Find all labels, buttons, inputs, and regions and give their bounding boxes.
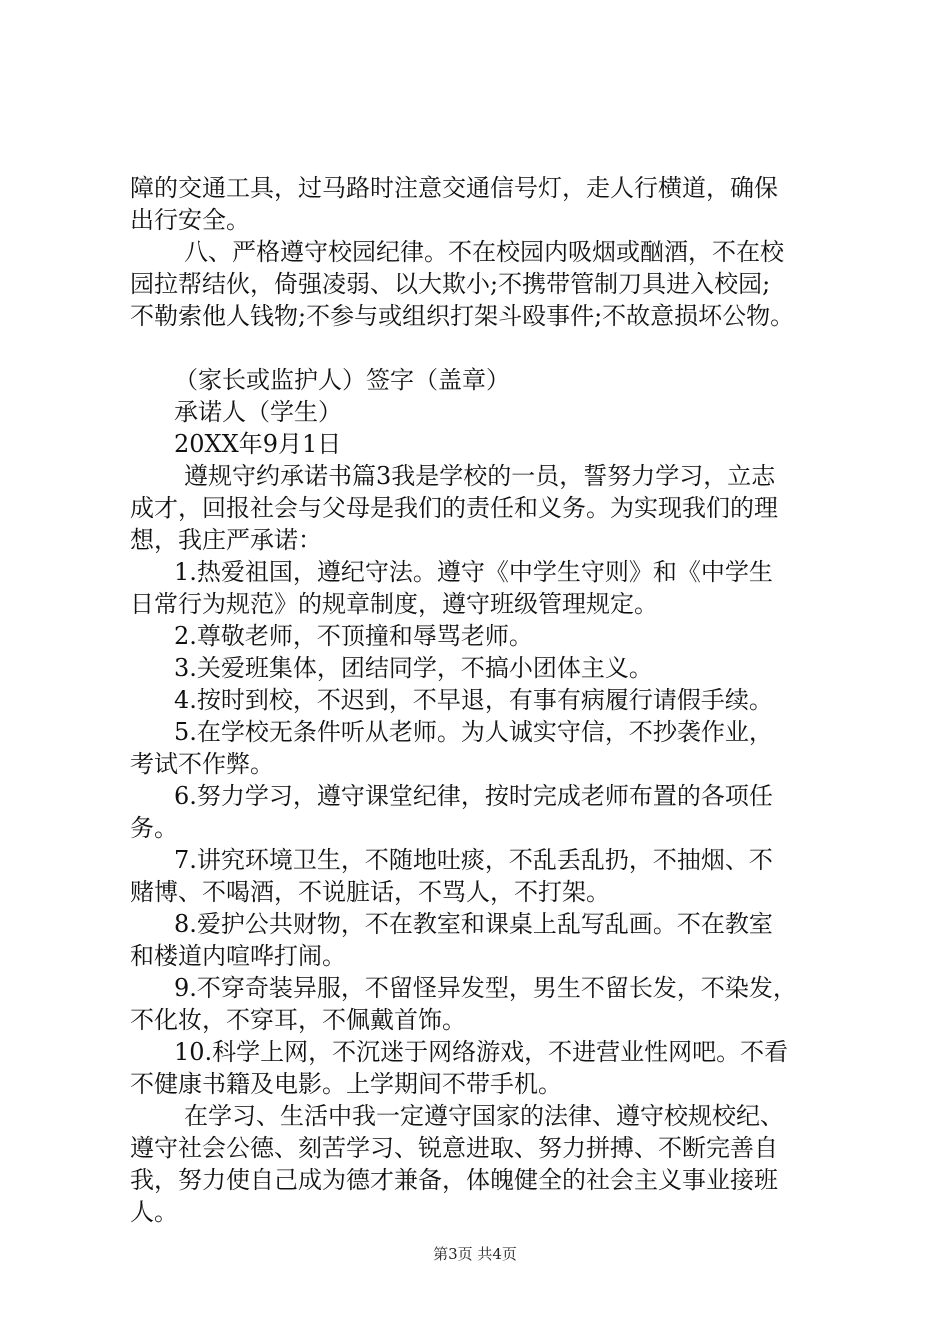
paragraph-intro (130, 460, 830, 556)
signature-block (130, 364, 830, 460)
pledge-item-3 (130, 652, 830, 684)
text-line: 不化妆，不穿耳，不佩戴首饰。 (130, 1006, 466, 1034)
text-line: 在学习、生活中我一定遵守国家的法律、遵守校规校纪、 (184, 1102, 784, 1130)
text-line: 7.讲究环境卫生，不随地吐痰，不乱丢乱扔，不抽烟、不 (174, 846, 773, 874)
text-line: 9.不穿奇装异服，不留怪异发型，男生不留长发，不染发， (174, 974, 797, 1002)
text-line: 障的交通工具，过马路时注意交通信号灯，走人行横道，确保 (130, 174, 778, 202)
text-line: 4.按时到校，不迟到，不早退，有事有病履行请假手续。 (174, 686, 773, 714)
text-line: 赌博、不喝酒，不说脏话，不骂人，不打架。 (130, 878, 610, 906)
pledge-item-6 (130, 780, 830, 844)
text-line: 想，我庄严承诺： (130, 526, 322, 554)
text-line: 园拉帮结伙，倚强凌弱、以大欺小;不携带管制刀具进入校园; (130, 270, 771, 298)
text-line: 5.在学校无条件听从老师。为人诚实守信，不抄袭作业， (174, 718, 773, 746)
text-line: 出行安全。 (130, 206, 250, 234)
pledge-item-1 (130, 556, 830, 620)
parent-signature-line: （家长或监护人）签字（盖章） (174, 366, 510, 394)
text-line: 遵规守约承诺书篇3我是学校的一员，誓努力学习，立志 (184, 462, 776, 490)
pledge-item-10 (130, 1036, 830, 1100)
date-line: 20XX年9月1日 (174, 430, 342, 458)
paragraph-discipline (130, 236, 830, 332)
text-line: 八、严格遵守校园纪律。不在校园内吸烟或酗酒，不在校 (184, 238, 784, 266)
text-line: 3.关爱班集体，团结同学，不搞小团体主义。 (174, 654, 653, 682)
paragraph-closing (130, 1100, 830, 1228)
text-line: 我，努力使自己成为德才兼备，体魄健全的社会主义事业接班 (130, 1166, 778, 1194)
pledge-item-2 (130, 620, 830, 652)
text-line: 务。 (130, 814, 178, 842)
text-line: 2.尊敬老师，不顶撞和辱骂老师。 (174, 622, 533, 650)
paragraph-traffic (130, 172, 830, 236)
pledge-item-7 (130, 844, 830, 908)
text-line: 不勒索他人钱物;不参与或组织打架斗殴事件;不故意损坏公物。 (130, 302, 795, 330)
text-line: 10.科学上网，不沉迷于网络游戏，不进营业性网吧。不看 (174, 1038, 789, 1066)
text-line: 考试不作弊。 (130, 750, 274, 778)
pledge-item-5 (130, 716, 830, 780)
blank-line (130, 332, 830, 364)
text-line: 1.热爱祖国，遵纪守法。遵守《中学生守则》和《中学生 (174, 558, 773, 586)
pledge-item-4 (130, 684, 830, 716)
text-line: 和楼道内喧哗打闹。 (130, 942, 346, 970)
pledge-item-8 (130, 908, 830, 972)
text-line: 不健康书籍及电影。上学期间不带手机。 (130, 1070, 562, 1098)
text-line: 8.爱护公共财物，不在教室和课桌上乱写乱画。不在教室 (174, 910, 773, 938)
document-body (130, 172, 830, 1228)
text-line: 遵守社会公德、刻苦学习、锐意进取、努力拼搏、不断完善自 (130, 1134, 778, 1162)
text-line: 6.努力学习，遵守课堂纪律，按时完成老师布置的各项任 (174, 782, 773, 810)
text-line: 人。 (130, 1198, 178, 1226)
pledge-item-9 (130, 972, 830, 1036)
text-line: 成才，回报社会与父母是我们的责任和义务。为实现我们的理 (130, 494, 778, 522)
text-line: 日常行为规范》的规章制度，遵守班级管理规定。 (130, 590, 658, 618)
student-signature-line: 承诺人（学生） (174, 398, 342, 426)
page-number-footer: 第3页 共4页 (433, 1245, 517, 1263)
